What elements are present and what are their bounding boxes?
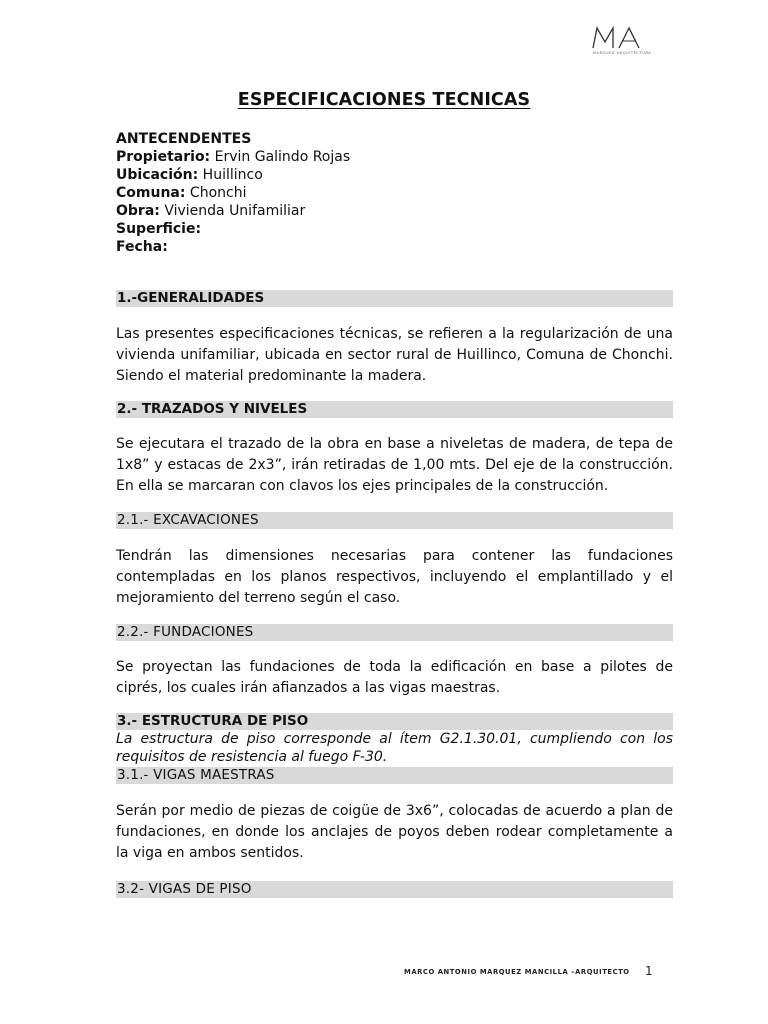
- info-location: Ubicación: Huillinco: [116, 167, 263, 183]
- footer-author: MARCO ANTONIO MARQUEZ MANCILLA –ARQUITECTO: [404, 968, 630, 976]
- info-date: Fecha:: [116, 239, 168, 255]
- section-heading-generalidades: 1.-GENERALIDADES: [116, 290, 673, 307]
- info-commune: Comuna: Chonchi: [116, 185, 247, 201]
- section-text-trazados: Se ejecutara el trazado de la obra en base a niveletas de madera, de tepa de 1x8” y estacas de 2x3”, irán retiradas de 1,00 mts. Del eje de la construcción. En ella se marcaran con clavos los ejes principales de la construcción.: [116, 436, 673, 494]
- section-text-excavaciones: Tendrán las dimensiones necesarias para contener las fundaciones contempladas en los planos respectivos, incluyendo el emplantillado y el mejoramiento del terreno según el caso.: [116, 548, 673, 606]
- section-heading-vigas-piso: 3.2- VIGAS DE PISO: [116, 881, 673, 898]
- section-heading-excavaciones: 2.1.- EXCAVACIONES: [116, 512, 673, 529]
- project-info: [116, 130, 676, 256]
- section-text-estructura-piso: La estructura de piso corresponde al ítem G2.1.30.01, cumpliendo con los requisitos de resistencia al fuego F-30.: [116, 731, 673, 765]
- info-work: Obra: Vivienda Unifamiliar: [116, 203, 306, 219]
- section-text-vigas-maestras: Serán por medio de piezas de coigüe de 3x6”, colocadas de acuerdo a plan de fundaciones, en donde los anclajes de poyos deben rodear completamente a la viga en ambos sentidos.: [116, 803, 673, 861]
- ma-logo-icon: [585, 24, 665, 52]
- section-text-generalidades: Las presentes especificaciones técnicas, se refieren a la regularización de una vivienda unifamiliar, ubicada en sector rural de Huillinco, Comuna de Chonchi. Siendo el material predominante la madera.: [116, 326, 673, 384]
- section-heading-vigas-maestras: 3.1.- VIGAS MAESTRAS: [116, 767, 673, 784]
- logo-subtext: MARQUEZ ARQUITECTURA: [593, 51, 652, 55]
- company-logo: [585, 24, 665, 60]
- section-heading-fundaciones: 2.2.- FUNDACIONES: [116, 624, 673, 641]
- document-title: ESPECIFICACIONES TECNICAS: [237, 90, 531, 110]
- info-heading: ANTECENDENTES: [116, 131, 252, 147]
- document-body: [116, 290, 673, 898]
- section-heading-trazados: 2.- TRAZADOS Y NIVELES: [116, 401, 673, 418]
- section-heading-estructura-piso: 3.- ESTRUCTURA DE PISO: [116, 713, 673, 730]
- info-owner: Propietario: Ervin Galindo Rojas: [116, 149, 351, 165]
- info-surface: Superficie:: [116, 221, 202, 237]
- section-text-fundaciones: Se proyectan las fundaciones de toda la edificación en base a pilotes de ciprés, los cuales irán afianzados a las vigas maestras.: [116, 659, 673, 696]
- page-number: 1: [645, 964, 653, 978]
